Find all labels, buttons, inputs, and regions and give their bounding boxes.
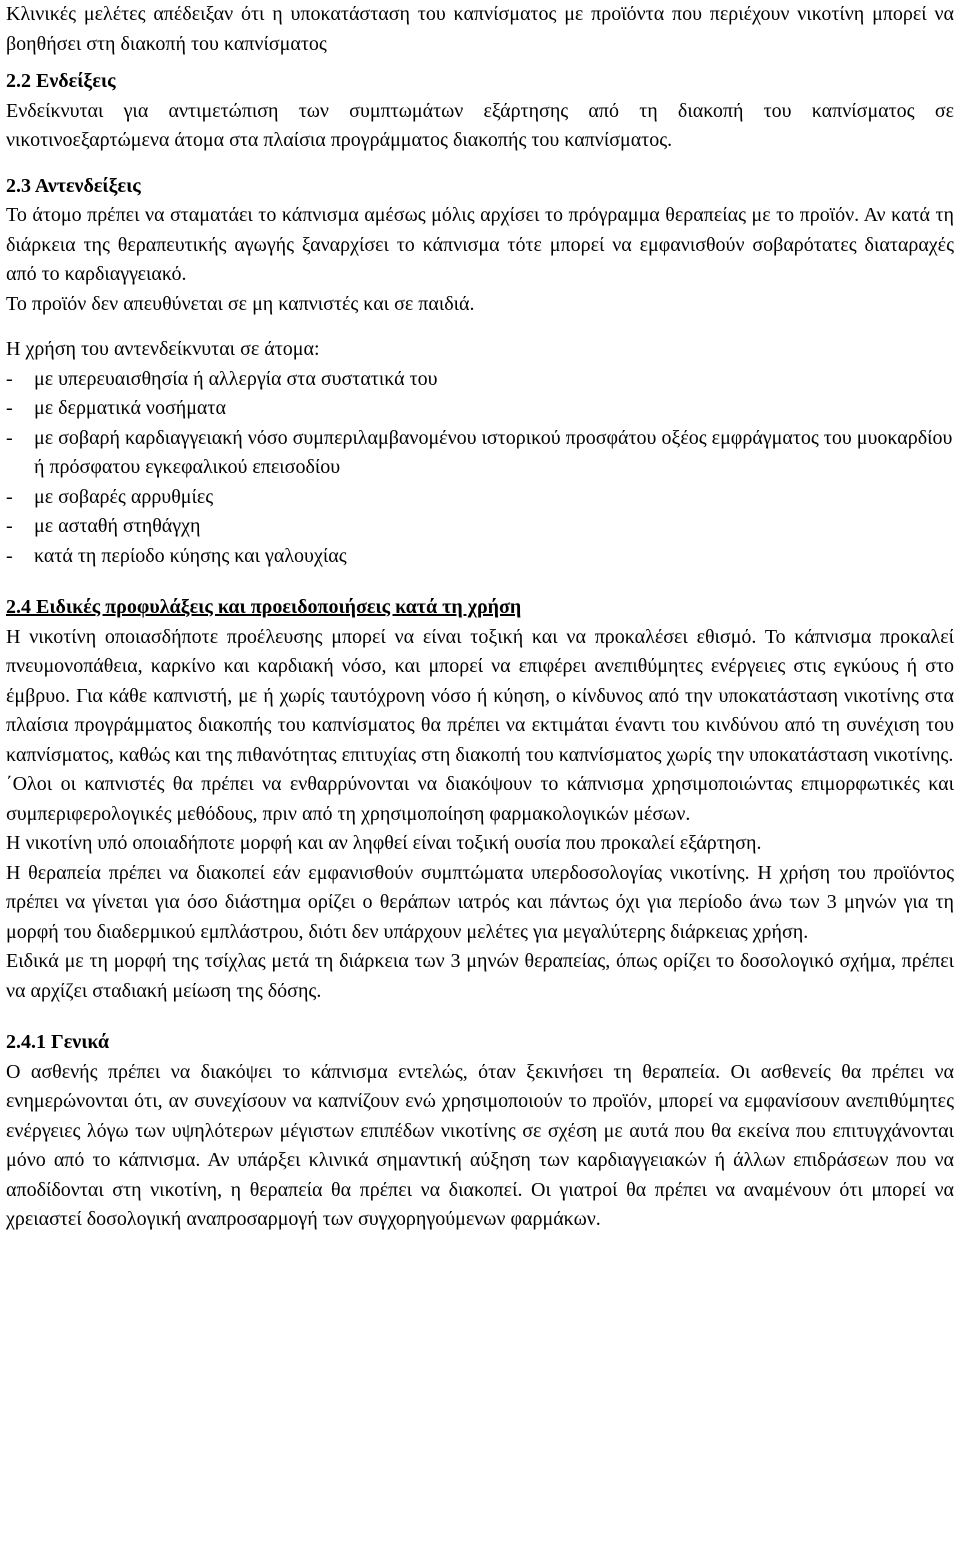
section-2-4-title: 2.4 Ειδικές προφυλάξεις και προειδοποιήσεις κατά τη χρήση: [6, 596, 522, 618]
list-item: - με υπερευαισθησία ή αλλεργία στα συστατικά του: [6, 365, 954, 395]
section-2-4-1-paragraph-1: Ο ασθενής πρέπει να διακόψει το κάπνισμα εντελώς, όταν ξεκινήσει τη θεραπεία. Οι ασθενείς θα πρέπει να ενημερώνονται ότι, αν συνεχίσουν να καπνίζουν ενώ χρησιμοποιούν το προϊόν, μπορεί να εμφανίσουν ανεπιθύμητες ενέργειες λόγω των υψηλότερων μέγιστων επιπέδων νικοτίνης σε σχέση με αυτά που θα εκείνα που επιτυγχάνονται μόνο από το κάπνισμα. Αν υπάρξει κλινικά σημαντική αύξηση των καρδιαγγειακών ή άλλων επιδράσεων που να αποδίδονται στη νικοτίνη, η θεραπεία θα πρέπει να διακοπεί. Οι γιατροί θα πρέπει να αναμένουν ότι μπορεί να χρειαστεί δοσολογική αναπροσαρμογή των συγχορηγούμενων φαρμάκων.: [6, 1060, 954, 1230]
spacer: [6, 319, 954, 335]
intro-paragraph: Κλινικές μελέτες απέδειξαν ότι η υποκατάσταση του καπνίσματος με προϊόντα που περιέχουν νικοτίνη μπορεί να βοηθήσει στη διακοπή του καπνίσματος: [6, 3, 954, 55]
contraindications-list: [6, 365, 954, 572]
list-item: - με ασταθή στηθάγχη: [6, 512, 954, 542]
spacer: [6, 1006, 954, 1028]
contraindications-intro: Η χρήση του αντενδείκνυται σε άτομα:: [6, 338, 320, 360]
section-2-2-title: 2.2 Ενδείξεις: [6, 70, 116, 92]
list-item: - με σοβαρές αρρυθμίες: [6, 483, 954, 513]
section-2-3-title: 2.3 Αντενδείξεις: [6, 174, 141, 197]
list-item: - με σοβαρή καρδιαγγειακή νόσο συμπεριλαμβανομένου ιστορικού προσφάτου οξέος εμφράγματος του μυοκαρδίου ή πρόσφατου εγκεφαλικού επεισοδίου: [6, 424, 954, 483]
section-2-4-paragraph-5: Ειδικά με τη μορφή της τσίχλας μετά τη διάρκεια των 3 μηνών θεραπείας, όπως ορίζει το δοσολογικό σχήμα, πρέπει να αρχίζει σταδιακή μείωση της δόσης.: [6, 950, 954, 1002]
section-2-4-paragraph-2: ΄Ολοι οι καπνιστές θα πρέπει να ενθαρρύνονται να διακόψουν το κάπνισμα χρησιμοποιώντας επιμορφωτικές και συμπεριφερολογικές μεθόδους, πριν από τη χρησιμοποίηση φαρμακολογικών μέσων.: [6, 773, 954, 825]
section-2-2-text: Ενδείκνυται για αντιμετώπιση των συμπτωμάτων εξάρτησης από τη διακοπή του καπνίσματος σε νικοτινοεξαρτώμενα άτομα στα πλαίσια προγράμματος διακοπής του καπνίσματος.: [6, 99, 954, 151]
spacer: [6, 156, 954, 172]
section-2-4-paragraph-3: Η νικοτίνη υπό οποιαδήποτε μορφή και αν ληφθεί είναι τοξική ουσία που προκαλεί εξάρτηση.: [6, 832, 762, 854]
list-item: - με δερματικά νοσήματα: [6, 394, 954, 424]
section-2-3-paragraph-1: Το άτομο πρέπει να σταματάει το κάπνισμα αμέσως μόλις αρχίσει το πρόγραμμα θεραπείας με το προϊόν. Αν κατά τη διάρκεια της θεραπευτικής αγωγής ξαναρχίσει το κάπνισμα τότε μπορεί να εμφανισθούν σοβαρότατες διαταραχές από το καρδιαγγειακό.: [6, 204, 954, 285]
spacer: [6, 59, 954, 67]
list-item: - κατά τη περίοδο κύησης και γαλουχίας: [6, 542, 954, 572]
section-2-4-paragraph-1: Η νικοτίνη οποιασδήποτε προέλευσης μπορεί να είναι τοξική και να προκαλέσει εθισμό. Το κάπνισμα προκαλεί πνευμονοπάθεια, καρκίνο και καρδιακή νόσο, και μπορεί να επιφέρει ανεπιθύμητες ενέργειες στις εγκύους ή στο έμβρυο. Για κάθε καπνιστή, με ή χωρίς ταυτόχρονη νόσο ή κύηση, ο κίνδυνος από την υποκατάσταση νικοτίνης στα πλαίσια προγράμματος διακοπής του καπνίσματος θα πρέπει να εκτιμάται έναντι του κινδύνου από τη συνέχιση του καπνίσματος, καθώς και της πιθανότητας επιτυχίας στη διακοπή του καπνίσματος χωρίς την υποκατάσταση νικοτίνης.: [6, 625, 954, 766]
section-2-3-paragraph-2: Το προϊόν δεν απευθύνεται σε μη καπνιστές και σε παιδιά.: [6, 292, 475, 315]
spacer: [6, 571, 954, 593]
section-2-4-1-title: 2.4.1 Γενικά: [6, 1031, 110, 1053]
section-2-4-paragraph-4: Η θεραπεία πρέπει να διακοπεί εάν εμφανισθούν συμπτώματα υπερδοσολογίας νικοτίνης. Η χρήση του προϊόντος πρέπει να γίνεται για όσο διάστημα ορίζει ο θεράπων ιατρός και πάντως όχι για περίοδο άνω των 3 μηνών για τη μορφή του διαδερμικού εμπλάστρου, διότι δεν υπάρχουν μελέτες για μεγαλύτερης διάρκειας χρήση.: [6, 861, 954, 943]
